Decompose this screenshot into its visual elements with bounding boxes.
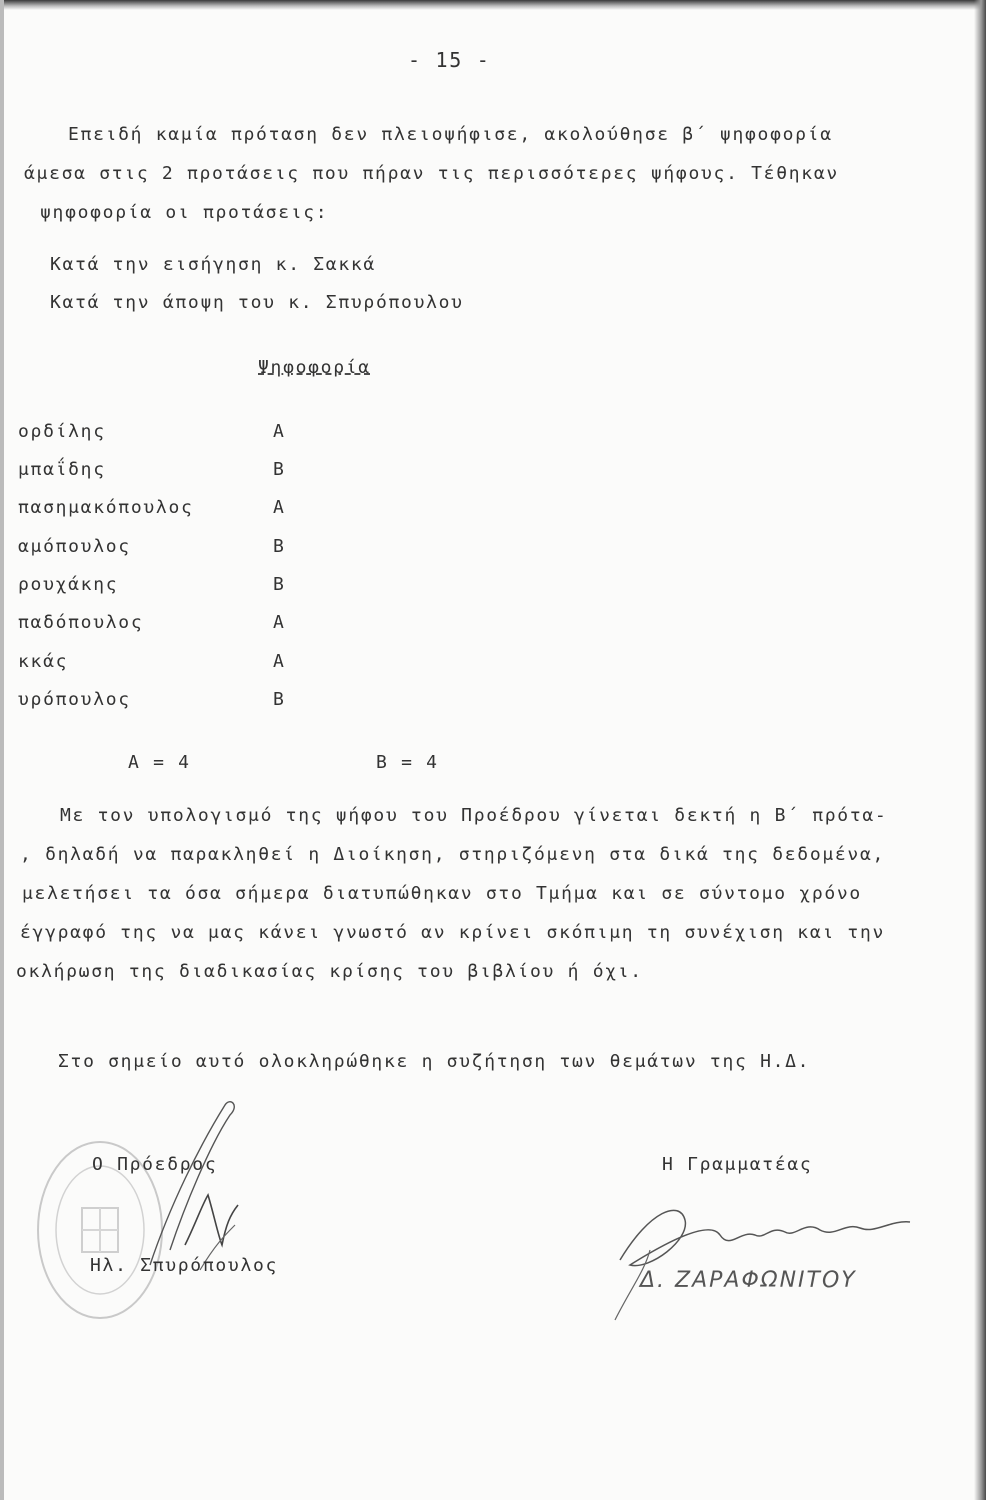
voter-vote: Β <box>273 574 286 595</box>
page-number: - 15 - <box>408 48 491 72</box>
proposal-a: Κατά την εισήγηση κ. Σακκά <box>50 254 376 275</box>
result-line-5: οκλήρωση της διαδικασίας κρίσης του βιβλίου ή όχι. <box>16 961 643 982</box>
voter-name: αμόπουλος <box>18 536 131 557</box>
scan-edge-top <box>0 0 986 10</box>
voter-vote: Α <box>273 421 286 442</box>
secretary-signature <box>590 1180 940 1340</box>
result-line-2: , δηλαδή να παρακληθεί η Διοίκηση, στηριζόμενη στα δικά της δεδομένα, <box>20 844 886 865</box>
intro-line-3: ψηφοφορία οι προτάσεις: <box>40 202 329 223</box>
proposal-b: Κατά την άποψη του κ. Σπυρόπουλου <box>50 292 464 313</box>
voter-name: υρόπουλος <box>18 689 131 710</box>
scan-edge-left <box>0 0 4 1500</box>
closing-statement: Στο σημείο αυτό ολοκληρώθηκε η συζήτηση των θεμάτων της Η.Δ. <box>58 1051 811 1072</box>
voter-vote: Α <box>273 651 286 672</box>
result-line-4: έγγραφό της να μας κάνει γνωστό αν κρίνει σκόπιμη τη συνέχιση και την <box>20 922 886 943</box>
tally-a: Α = 4 <box>128 752 191 773</box>
president-title: Ο Πρόεδρος <box>92 1154 218 1175</box>
result-line-1: Με τον υπολογισμό της ψήφου του Προέδρου γίνεται δεκτή η Β΄ πρότα- <box>60 805 888 826</box>
intro-line-2: άμεσα στις 2 προτάσεις που πήραν τις περισσότερες ψήφους. Τέθηκαν <box>24 163 839 184</box>
voter-name: ορδίλης <box>18 421 106 442</box>
secretary-name: Δ. ΖΑΡΑΦΩΝΙΤΟΥ <box>640 1268 857 1293</box>
secretary-title: Η Γραμματέας <box>662 1154 813 1175</box>
president-name: Ηλ. Σπυρόπουλος <box>90 1255 279 1276</box>
voter-vote: Α <box>273 612 286 633</box>
voter-vote: Β <box>273 689 286 710</box>
result-line-3: μελετήσει τα όσα σήμερα διατυπώθηκαν στο Τμήμα και σε σύντομο χρόνο <box>22 883 862 904</box>
voter-name: παδόπουλος <box>18 612 144 633</box>
vote-heading: Ψηφοφορία <box>258 357 371 378</box>
voter-vote: Α <box>273 497 286 518</box>
voter-name: ρουχάκης <box>18 574 119 595</box>
voter-name: κκάς <box>18 651 69 672</box>
voter-name: μπαΐδης <box>18 459 106 480</box>
voter-name: πασημακόπουλος <box>18 497 194 518</box>
scan-edge-right <box>974 0 986 1500</box>
tally-b: Β = 4 <box>376 752 439 773</box>
voter-vote: Β <box>273 536 286 557</box>
intro-line-1: Επειδή καμία πρόταση δεν πλειοψήφισε, ακολούθησε β΄ ψηφοφορία <box>68 124 833 145</box>
voter-vote: Β <box>273 459 286 480</box>
